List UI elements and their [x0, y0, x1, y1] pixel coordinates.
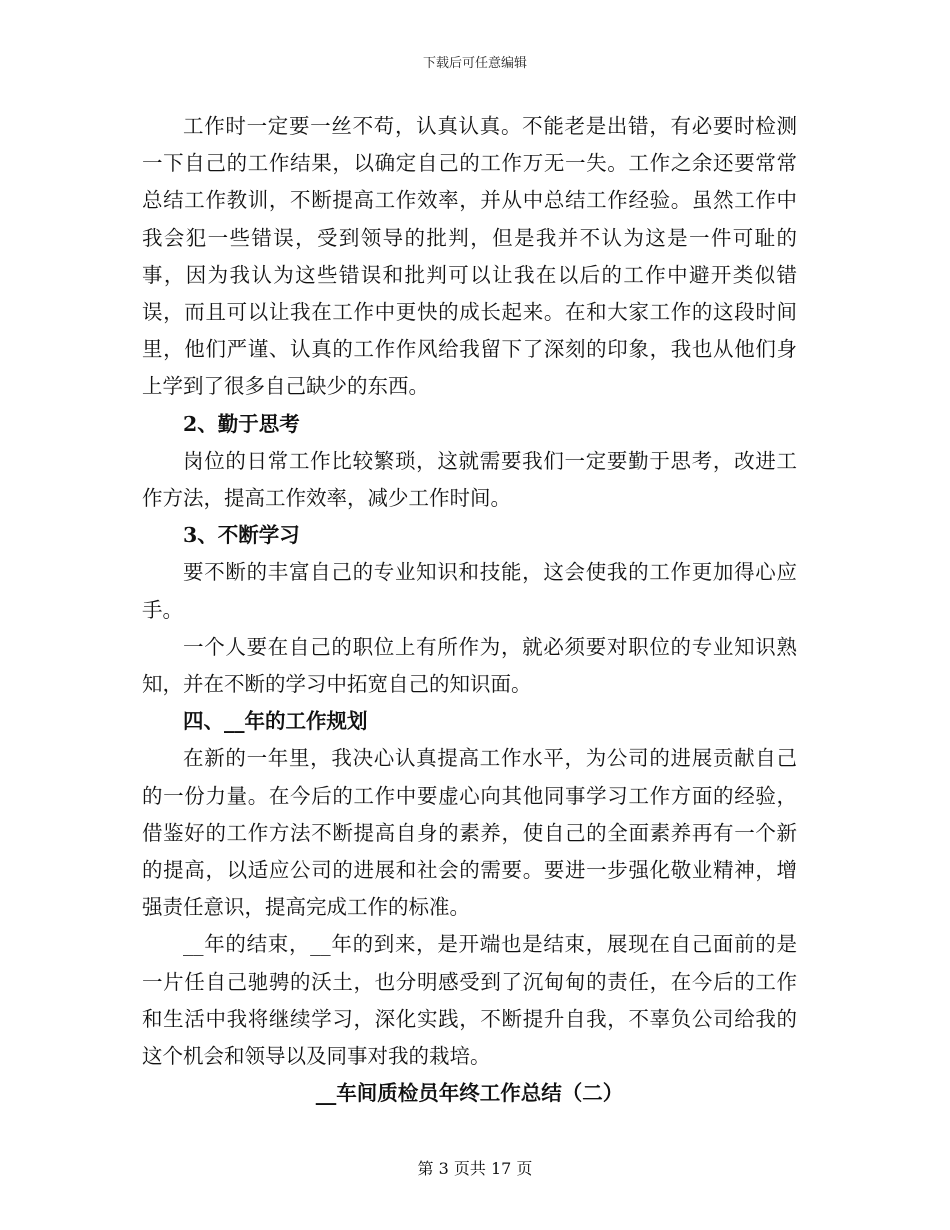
- paragraph-plan: 在新的一年里，我决心认真提高工作水平，为公司的进展贡献自己的一份力量。在今后的工作中要虚心向其他同事学习工作方面的经验，借鉴好的工作方法不断提高自身的素养，使自己的全面素养再有一个新的提高，以适应公司的进展和社会的需要。要进一步强化敬业精神，增强责任意识，提高完成工作的标准。: [142, 746, 797, 920]
- document-body: [142, 108, 797, 1112]
- header-note: 下载后可任意编辑: [422, 56, 527, 71]
- paragraph-year-end: __年的结束，__年的到来，是开端也是结束，展现在自己面前的是一片任自己驰骋的沃土，也分明感受到了沉甸甸的责任，在今后的工作和生活中我将继续学习，深化实践，不断提升自我，不辜负公司给我的这个机会和领导以及同事对我的栽培。: [142, 932, 797, 1069]
- paragraph-learning-knowledge: 一个人要在自己的职位上有所作为，就必须要对职位的专业知识熟知，并在不断的学习中拓宽自己的知识面。: [142, 634, 797, 697]
- heading-work-plan: 四、__年的工作规划: [183, 709, 368, 734]
- paragraph-thinking: 岗位的日常工作比较繁琐，这就需要我们一定要勤于思考，改进工作方法，提高工作效率，减少工作时间。: [142, 448, 797, 511]
- heading-diligent-thinking: 2、勤于思考: [183, 411, 300, 436]
- paragraph-work-attitude: 工作时一定要一丝不苟，认真认真。不能老是出错，有必要时检测一下自己的工作结果，以确定自己的工作万无一失。工作之余还要常常总结工作教训，不断提高工作效率，并从中总结工作经验。虽然工作中我会犯一些错误，受到领导的批判，但是我并不认为这是一件可耻的事，因为我认为这些错误和批判可以让我在以后的工作中避开类似错误，而且可以让我在工作中更快的成长起来。在和大家工作的这段时间里，他们严谨、认真的工作作风给我留下了深刻的印象，我也从他们身上学到了很多自己缺少的东西。: [142, 114, 797, 399]
- page-number: 第 3 页共 17 页: [417, 1159, 533, 1178]
- paragraph-learning-skills: 要不断的丰富自己的专业知识和技能，这会使我的工作更加得心应手。: [142, 560, 797, 622]
- section-title: __车间质检员年终工作总结（二）: [315, 1081, 624, 1106]
- heading-continuous-learning: 3、不断学习: [183, 523, 300, 548]
